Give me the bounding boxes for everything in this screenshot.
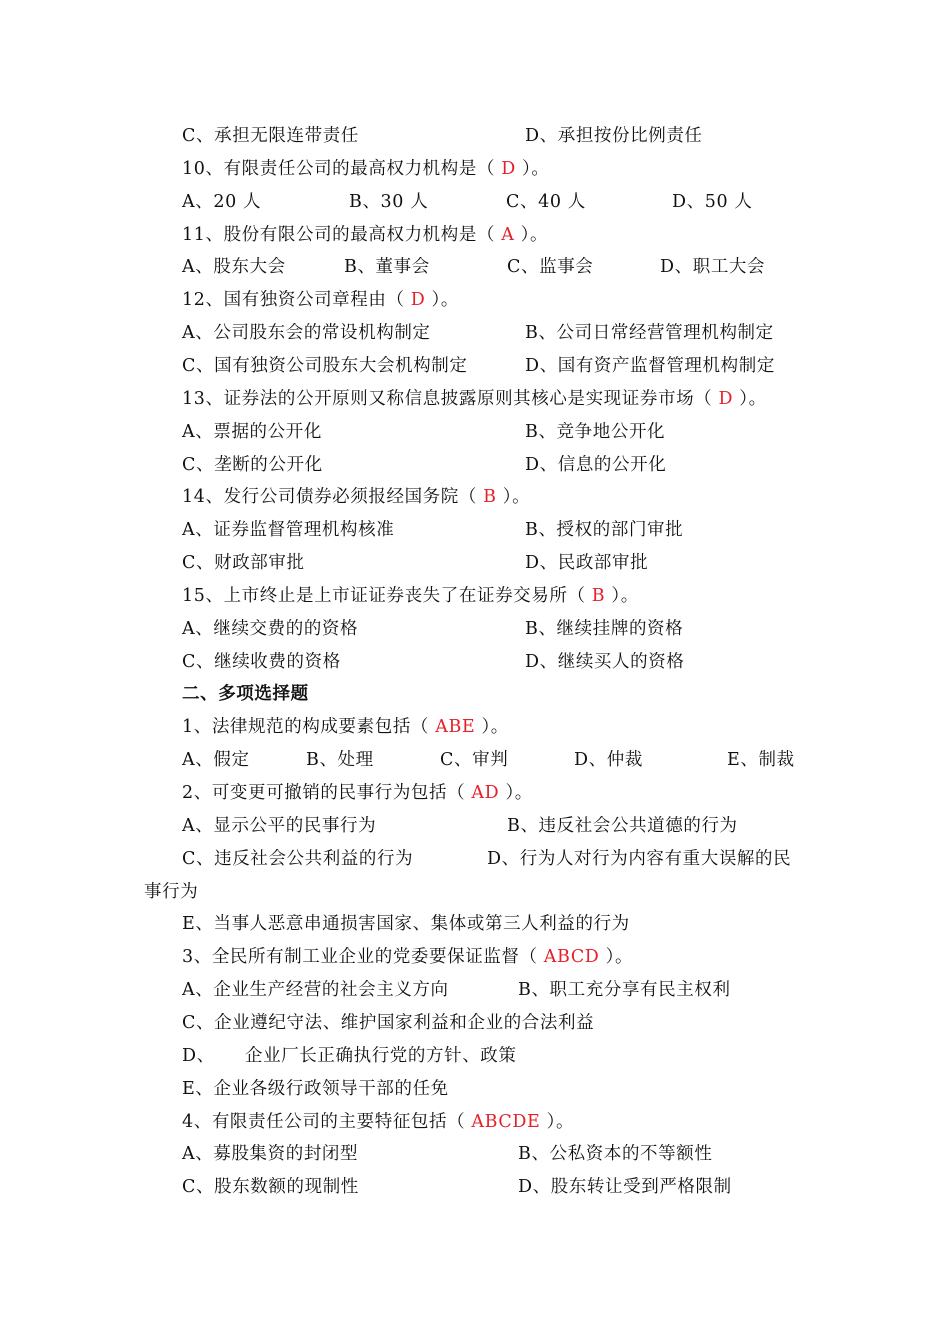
question-text: 14、发行公司债券必须报经国务院（ xyxy=(182,487,484,508)
option-text: D、 xyxy=(182,1045,215,1066)
question-text: 15、上市终止是上市证证券丧失了在证券交易所（ xyxy=(182,585,592,606)
option-text: A、公司股东会的常设机构制定 xyxy=(182,323,431,344)
option-text: A、票据的公开化 xyxy=(182,421,322,442)
question-line xyxy=(182,711,509,744)
answer-key: D xyxy=(718,388,734,409)
option-text: B、竞争地公开化 xyxy=(525,421,666,442)
option-text: A、证券监督管理机构核准 xyxy=(182,520,395,541)
question-text: 1、法律规范的构成要素包括（ xyxy=(182,717,436,738)
option-text: B、违反社会公共道德的行为 xyxy=(507,815,738,836)
text-line: E、当事人恶意串通损害国家、集体或第三人利益的行为 xyxy=(182,914,630,935)
question-suffix: ）。 xyxy=(540,1111,575,1132)
question-text: 3、全民所有制工业企业的党委要保证监督（ xyxy=(182,947,544,968)
question-suffix: ）。 xyxy=(514,224,549,245)
option-text: A、继续交费的的资格 xyxy=(182,618,359,639)
question-line xyxy=(182,481,530,514)
option-text: C、财政部审批 xyxy=(182,553,305,574)
option-text: A、假定 xyxy=(182,750,250,771)
option-text: A、20 人 xyxy=(182,191,262,212)
option-text: D、信息的公开化 xyxy=(525,454,667,475)
option-text: B、30 人 xyxy=(349,191,429,212)
question-line xyxy=(182,153,550,186)
text-line: 事行为 xyxy=(144,881,199,902)
option-text: A、募股集资的封闭型 xyxy=(182,1144,359,1165)
option-text: A、股东大会 xyxy=(182,257,286,278)
option-text: D、50 人 xyxy=(672,191,753,212)
question-suffix: ）。 xyxy=(515,158,550,179)
question-line xyxy=(182,1106,574,1139)
answer-key: ABCDE xyxy=(471,1111,541,1132)
answer-key: ABCD xyxy=(543,947,600,968)
question-suffix: ）。 xyxy=(475,717,509,738)
option-text: A、企业生产经营的社会主义方向 xyxy=(182,980,449,1001)
option-text: C、40 人 xyxy=(506,191,586,212)
question-text: 13、证券法的公开原则又称信息披露原则其核心是实现证券市场（ xyxy=(182,388,719,409)
option-text: C、股东数额的现制性 xyxy=(182,1177,359,1198)
answer-key: D xyxy=(501,158,516,179)
option-text: D、股东转让受到严格限制 xyxy=(518,1177,732,1198)
section-heading: 二、多项选择题 xyxy=(182,684,309,705)
option-text: D、继续买人的资格 xyxy=(525,651,685,672)
question-suffix: ）。 xyxy=(425,290,459,311)
question-text: 11、股份有限公司的最高权力机构是（ xyxy=(182,224,502,245)
option-text: C、垄断的公开化 xyxy=(182,454,323,475)
text-line: E、企业各级行政领导干部的任免 xyxy=(182,1078,449,1099)
option-text: B、公司日常经营管理机构制定 xyxy=(525,323,774,344)
option-text: B、公私资本的不等额性 xyxy=(518,1144,713,1165)
option-text: C、违反社会公共利益的行为 xyxy=(182,848,414,869)
option-text: B、处理 xyxy=(306,750,374,771)
question-text: 2、可变更可撤销的民事行为包括（ xyxy=(182,783,472,803)
question-text: 4、有限责任公司的主要特征包括（ xyxy=(182,1111,472,1132)
option-text: B、继续挂牌的资格 xyxy=(525,618,684,639)
option-text: C、监事会 xyxy=(507,257,594,278)
question-text: 12、国有独资公司章程由（ xyxy=(182,290,411,311)
option-text: C、继续收费的资格 xyxy=(182,651,341,672)
option-text: D、职工大会 xyxy=(660,257,766,278)
option-text: B、职工充分享有民主权利 xyxy=(518,980,731,1001)
answer-key: D xyxy=(410,290,426,311)
question-suffix: ）。 xyxy=(599,947,634,968)
option-text: B、授权的部门审批 xyxy=(525,520,684,541)
option-text: C、国有独资公司股东大会机构制定 xyxy=(182,355,468,376)
option-text: D、承担按份比例责任 xyxy=(525,126,703,146)
question-suffix: ）。 xyxy=(605,585,639,606)
answer-key: B xyxy=(591,585,606,606)
option-text: 企业厂长正确执行党的方针、政策 xyxy=(245,1045,517,1066)
question-line xyxy=(182,383,767,416)
question-line xyxy=(182,777,533,810)
option-text: D、国有资产监督管理机构制定 xyxy=(525,355,775,376)
option-text: E、制裁 xyxy=(727,750,795,771)
question-line xyxy=(182,284,459,317)
answer-key: A xyxy=(501,224,515,245)
question-suffix: ）。 xyxy=(496,487,531,508)
option-text: C、承担无限连带责任 xyxy=(182,126,359,146)
question-suffix: ）。 xyxy=(499,783,533,803)
answer-key: B xyxy=(483,487,497,508)
option-text: A、显示公平的民事行为 xyxy=(182,815,377,836)
option-text: C、审判 xyxy=(440,750,509,771)
question-line xyxy=(182,580,639,613)
question-line xyxy=(182,219,548,252)
option-text: D、民政部审批 xyxy=(525,553,649,574)
question-line xyxy=(182,941,633,974)
question-suffix: ）。 xyxy=(733,388,767,409)
text-line: C、企业遵纪守法、维护国家利益和企业的合法利益 xyxy=(182,1012,595,1033)
answer-key: ABE xyxy=(435,717,476,738)
option-text: B、董事会 xyxy=(344,257,430,278)
option-text: D、仲裁 xyxy=(574,750,643,771)
answer-key: AD xyxy=(471,783,500,803)
option-text: D、行为人对行为内容有重大误解的民 xyxy=(487,848,792,869)
question-text: 10、有限责任公司的最高权力机构是（ xyxy=(182,158,502,179)
